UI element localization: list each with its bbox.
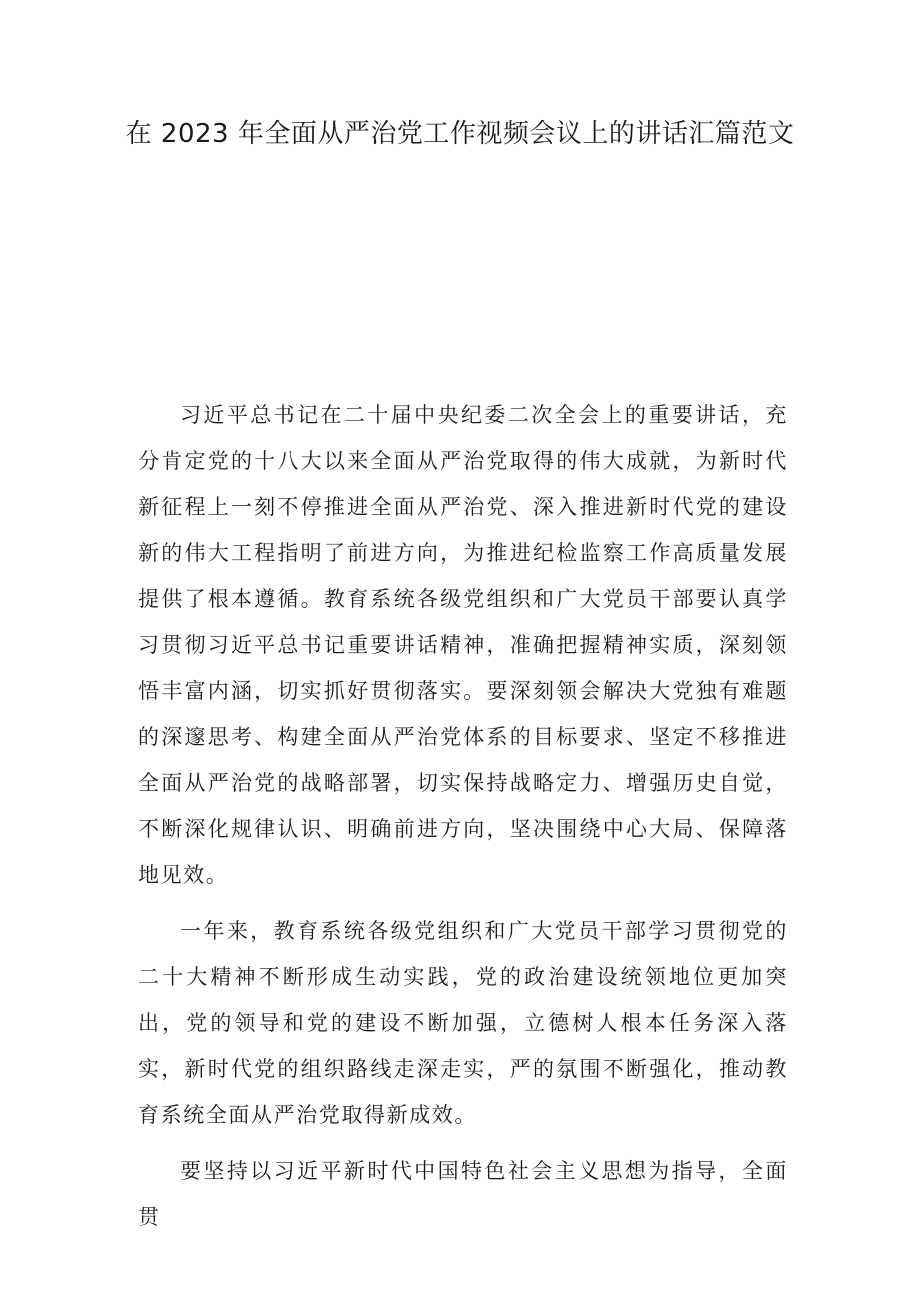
paragraph-3: 要坚持以习近平新时代中国特色社会主义思想为指导，全面贯 — [138, 1159, 788, 1229]
document-body — [138, 392, 788, 1250]
document-title: 在 2023 年全面从严治党工作视频会议上的讲话汇篇范文 — [125, 119, 795, 149]
paragraph-2: 一年来，教育系统各级党组织和广大党员干部学习贯彻党的二十大精神不断形成生动实践，党的政治建设统领地位更加突出，党的领导和党的建设不断加强，立德树人根本任务深入落实，新时代党的组织路线走深走实，严的氛围不断强化，推动教育系统全面从严治党取得新成效。 — [138, 919, 788, 1127]
paragraph-1: 习近平总书记在二十届中央纪委二次全会上的重要讲话，充分肯定党的十八大以来全面从严治党取得的伟大成就，为新时代新征程上一刻不停推进全面从严治党、深入推进新时代党的建设新的伟大工程指明了前进方向，为推进纪检监察工作高质量发展提供了根本遵循。教育系统各级党组织和广大党员干部要认真学习贯彻习近平总书记重要讲话精神，准确把握精神实质，深刻领悟丰富内涵，切实抓好贯彻落实。要深刻领会解决大党独有难题的深邃思考、构建全面从严治党体系的目标要求、坚定不移推进全面从严治党的战略部署，切实保持战略定力、增强历史自觉，不断深化规律认识、明确前进方向，坚决围绕中心大局、保障落地见效。 — [138, 403, 788, 887]
